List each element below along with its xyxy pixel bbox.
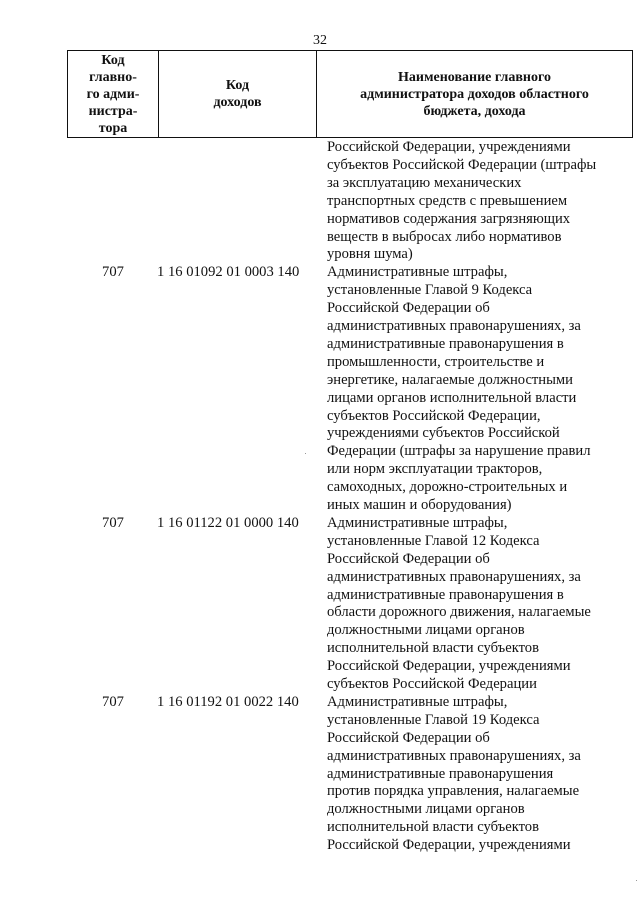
admin-code-cell: 707 xyxy=(102,693,124,710)
name-line: субъектов Российской Федерации, xyxy=(327,407,541,424)
name-line: административные правонарушения в xyxy=(327,586,564,603)
name-line: субъектов Российской Федерации xyxy=(327,676,537,693)
name-line: Российской Федерации, учреждениями xyxy=(327,139,571,155)
income-code-cell: 1 16 01192 01 0022 140 xyxy=(157,693,299,710)
name-line: лицами органов исполнительной власти xyxy=(327,389,577,406)
name-line: веществ в выбросах либо нормативов xyxy=(327,228,562,245)
name-line: установленные Главой 12 Кодекса xyxy=(327,532,540,549)
header-name: Наименование главного администратора доходов областного бюджета, дохода xyxy=(360,69,589,119)
name-line: промышленности, строительстве и xyxy=(327,353,545,370)
name-line: или норм эксплуатации тракторов, xyxy=(327,461,543,478)
name-line: за эксплуатацию механических xyxy=(327,174,522,191)
name-cell xyxy=(327,139,627,264)
name-line: Административные штрафы, xyxy=(327,693,508,710)
name-line: иных машин и оборудования) xyxy=(327,497,512,514)
name-line: Федерации (штрафы за нарушение правил xyxy=(327,443,591,460)
name-line: административных правонарушениях, за xyxy=(327,568,581,585)
name-line: против порядка управления, налагаемые xyxy=(327,783,580,800)
name-cell xyxy=(327,515,627,694)
name-line: самоходных, дорожно-строительных и xyxy=(327,479,568,496)
name-line: транспортных средств с превышением xyxy=(327,192,568,209)
income-code-cell: 1 16 01092 01 0003 140 xyxy=(157,264,300,281)
name-line: Российской Федерации, учреждениями xyxy=(327,837,571,854)
name-line: нормативов содержания загрязняющих xyxy=(327,210,571,227)
name-line: области дорожного движения, налагаемые xyxy=(327,604,591,621)
income-code-cell: 1 16 01122 01 0000 140 xyxy=(157,514,299,531)
name-line: учреждениями субъектов Российской xyxy=(327,425,560,442)
name-line: Российской Федерации об xyxy=(327,300,490,317)
name-line: административные правонарушения xyxy=(327,765,554,782)
name-line: административные правонарушения в xyxy=(327,335,564,352)
name-line: установленные Главой 9 Кодекса xyxy=(327,282,533,299)
admin-code-cell: 707 xyxy=(102,514,124,531)
name-line: Российской Федерации, учреждениями xyxy=(327,658,571,675)
page-number: 32 xyxy=(313,33,327,48)
name-line: административных правонарушениях, за xyxy=(327,318,581,335)
name-cell xyxy=(327,694,627,855)
header-admin-code: Код главно- го адми- нистра- тора xyxy=(68,51,159,137)
name-line: административных правонарушениях, за xyxy=(327,747,581,764)
name-line: Административные штрафы, xyxy=(327,514,508,531)
name-line: должностными лицами органов xyxy=(327,622,525,639)
name-line: энергетике, налагаемые должностными xyxy=(327,371,573,388)
name-line: субъектов Российской Федерации (штрафы xyxy=(327,156,597,173)
name-line: исполнительной власти субъектов xyxy=(327,819,539,836)
admin-code-cell: 707 xyxy=(102,264,124,281)
table-header xyxy=(67,50,633,138)
name-line: уровня шума) xyxy=(327,246,413,263)
name-cell xyxy=(327,264,627,515)
name-line: Административные штрафы, xyxy=(327,264,508,281)
name-line: Российской Федерации об xyxy=(327,729,490,746)
name-line: должностными лицами органов xyxy=(327,801,525,818)
name-line: Российской Федерации об xyxy=(327,550,490,567)
scan-speck xyxy=(636,880,637,881)
scan-speck xyxy=(305,453,306,454)
name-line: установленные Главой 19 Кодекса xyxy=(327,711,540,728)
header-income-code: Код доходов xyxy=(159,51,317,137)
name-line: исполнительной власти субъектов xyxy=(327,640,539,657)
